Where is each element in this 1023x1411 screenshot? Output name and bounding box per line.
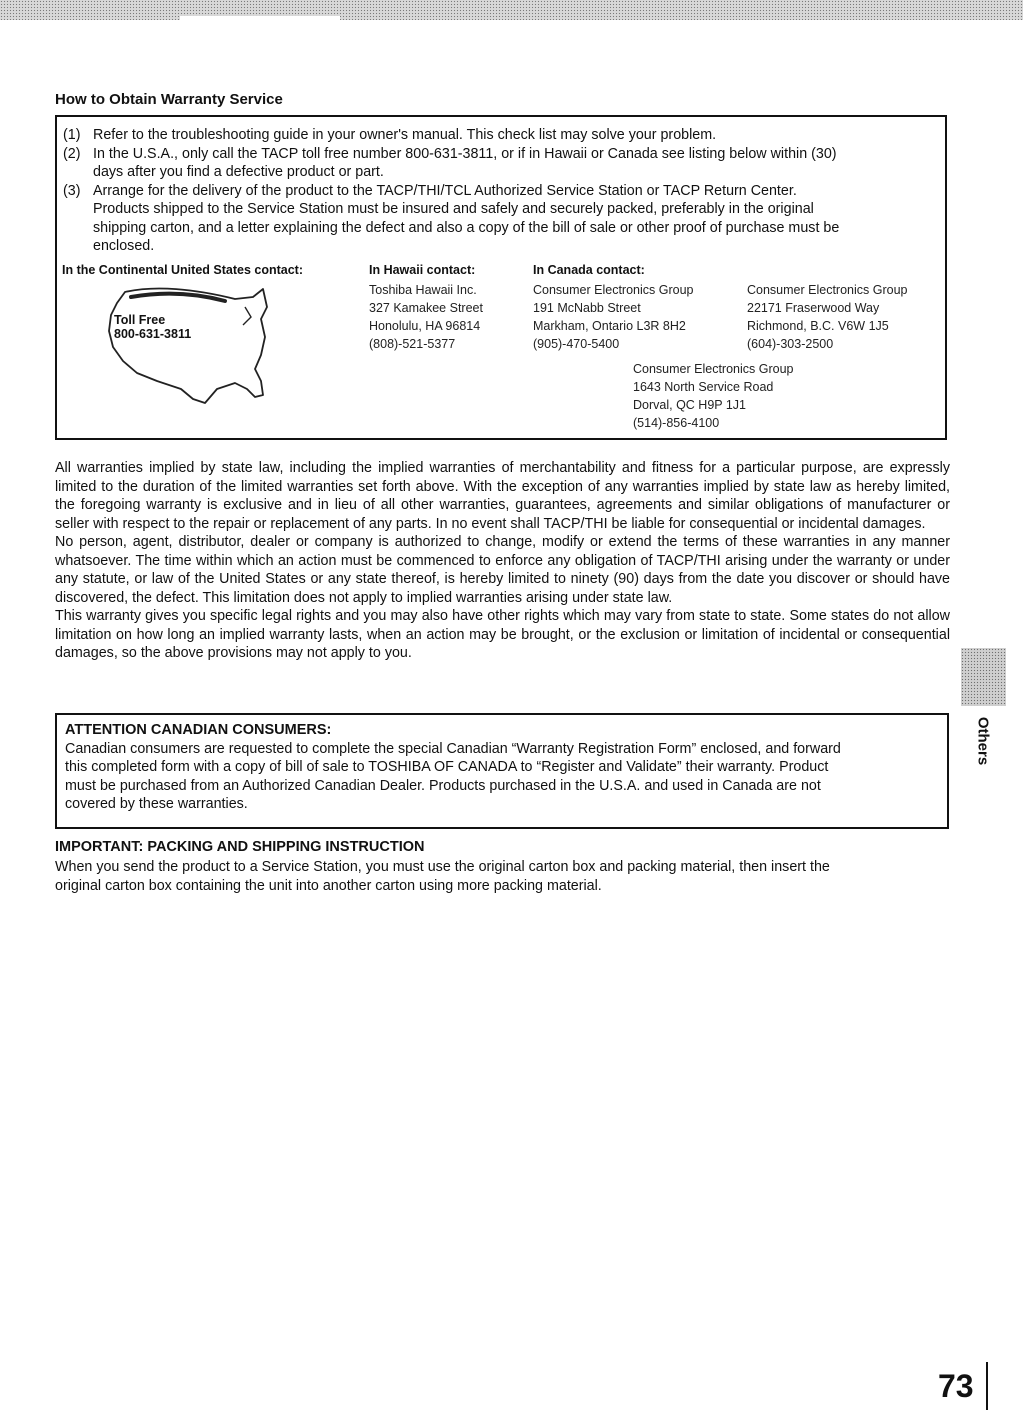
address-line: Consumer Electronics Group <box>747 283 908 297</box>
address-line: 1643 North Service Road <box>633 380 774 394</box>
step-line: Refer to the troubleshooting guide in your owner's manual. This check list may solve your problem. <box>93 127 717 143</box>
packing-instruction-title: IMPORTANT: PACKING AND SHIPPING INSTRUCTION <box>55 839 425 855</box>
address-line: (905)-470-5400 <box>533 337 620 351</box>
warranty-service-box <box>55 115 947 440</box>
canada-contact-heading: In Canada contact: <box>533 263 645 277</box>
address-line: Dorval, QC H9P 1J1 <box>633 398 747 412</box>
address-line: Consumer Electronics Group <box>533 283 694 297</box>
address-line: Consumer Electronics Group <box>633 362 794 376</box>
step-line: Arrange for the delivery of the product to the TACP/THI/TCL Authorized Service Station or TACP Return Center. <box>93 182 797 199</box>
side-section-label: Others <box>974 716 992 766</box>
address-line: Markham, Ontario L3R 8H2 <box>533 319 686 333</box>
address-line: Richmond, B.C. V6W 1J5 <box>747 319 889 333</box>
address-line: Honolulu, HA 96814 <box>369 319 481 333</box>
usa-map-icon <box>85 277 295 412</box>
packing-line: original carton box containing the unit into another carton using more packing material. <box>55 877 602 894</box>
canada-address-richmond <box>747 281 907 353</box>
step-line: In the U.S.A., only call the TACP toll free number 800-631-3811, or if in Hawaii or Canada see listing below within (30) <box>93 145 837 162</box>
step-number: (2) <box>63 145 81 162</box>
canada-address-dorval <box>633 360 793 432</box>
notice-line: Canadian consumers are requested to complete the special Canadian “Warranty Registration Form” enclosed, and forward <box>65 740 841 757</box>
notice-line: must be purchased from an Authorized Canadian Dealer. Products purchased in the U.S.A. and used in Canada are not <box>65 777 821 794</box>
top-decorative-band <box>0 0 1023 20</box>
step-number: (3) <box>63 182 81 199</box>
body-paragraph: All warranties implied by state law, including the implied warranties of merchantability and fitness for a particular purpose, are expressly limited to the duration of the limited warranties set forth above. With the exception of any warranties implied by state law as hereby limited, the foregoing warranty is exclusive and in lieu of all other warranties, guarantees, agreements and similar obligations of manufacturer or seller with respect to the repair or replacement of any parts. In no event shall TACP/THI be liable for consequential or incidental damages. <box>55 460 950 532</box>
address-line: 191 McNabb Street <box>533 301 641 315</box>
canadian-consumers-notice <box>55 713 949 829</box>
warranty-limitations-text <box>55 459 950 663</box>
toll-free-label <box>114 313 191 341</box>
step-1 <box>63 126 933 145</box>
step-line: Products shipped to the Service Station must be insured and safely and securely packed, preferably in the original <box>93 201 814 217</box>
toll-free-text: Toll Free <box>114 313 166 327</box>
canada-address-markham <box>533 281 693 353</box>
step-3 <box>63 182 933 256</box>
step-2 <box>63 145 933 182</box>
canadian-notice-title: ATTENTION CANADIAN CONSUMERS: <box>65 722 332 738</box>
address-line: (604)-303-2500 <box>747 337 834 351</box>
side-section-tab <box>961 648 1006 706</box>
packing-instruction-text <box>55 858 935 895</box>
step-number: (1) <box>63 127 81 143</box>
page-number: 73 <box>938 1368 974 1404</box>
step-line: shipping carton, and a letter explaining the defect and also a copy of the bill of sale or other proof of purchase must be <box>93 219 840 236</box>
warranty-steps <box>63 126 933 256</box>
body-paragraph: This warranty gives you specific legal rights and you may also have other rights which may vary from state to state. Some states do not allow limitation on how long an implied warranty lasts, when an action may be brought, or the exclusion or limitation of incidental or consequential damages, so the above provisions may not apply to you. <box>55 608 950 661</box>
toll-free-number: 800-631-3811 <box>114 327 192 341</box>
address-line: (514)-856-4100 <box>633 416 720 430</box>
address-line: (808)-521-5377 <box>369 337 456 351</box>
address-line: Toshiba Hawaii Inc. <box>369 283 477 297</box>
continental-contact-heading: In the Continental United States contact: <box>62 263 303 277</box>
warranty-service-title: How to Obtain Warranty Service <box>55 91 283 108</box>
address-line: 22171 Fraserwood Way <box>747 301 880 315</box>
hawaii-contact-heading: In Hawaii contact: <box>369 263 476 277</box>
step-line: days after you find a defective product or part. <box>93 164 384 180</box>
hawaii-address <box>369 281 483 353</box>
packing-line: When you send the product to a Service Station, you must use the original carton box and packing material, then insert the <box>55 859 830 875</box>
body-paragraph: No person, agent, distributor, dealer or company is authorized to change, modify or extend the terms of these warranties in any manner whatsoever. The time within which an action must be commenced to enforce any obligation of TACP/THI arising under the warranty or under any statute, or law of the United States or any state thereof, is hereby limited to ninety (90) days from the date you discover or should have discovered, the defect. This limitation does not apply to implied warranties arising under state law. <box>55 534 950 606</box>
notice-line: this completed form with a copy of bill of sale to TOSHIBA OF CANADA to “Register and Validate” their warranty. Product <box>65 759 829 775</box>
page-number-rule <box>986 1362 988 1410</box>
address-line: 327 Kamakee Street <box>369 301 483 315</box>
step-line: enclosed. <box>93 238 155 254</box>
notice-line: covered by these warranties. <box>65 796 248 812</box>
top-band-notch <box>180 16 340 20</box>
